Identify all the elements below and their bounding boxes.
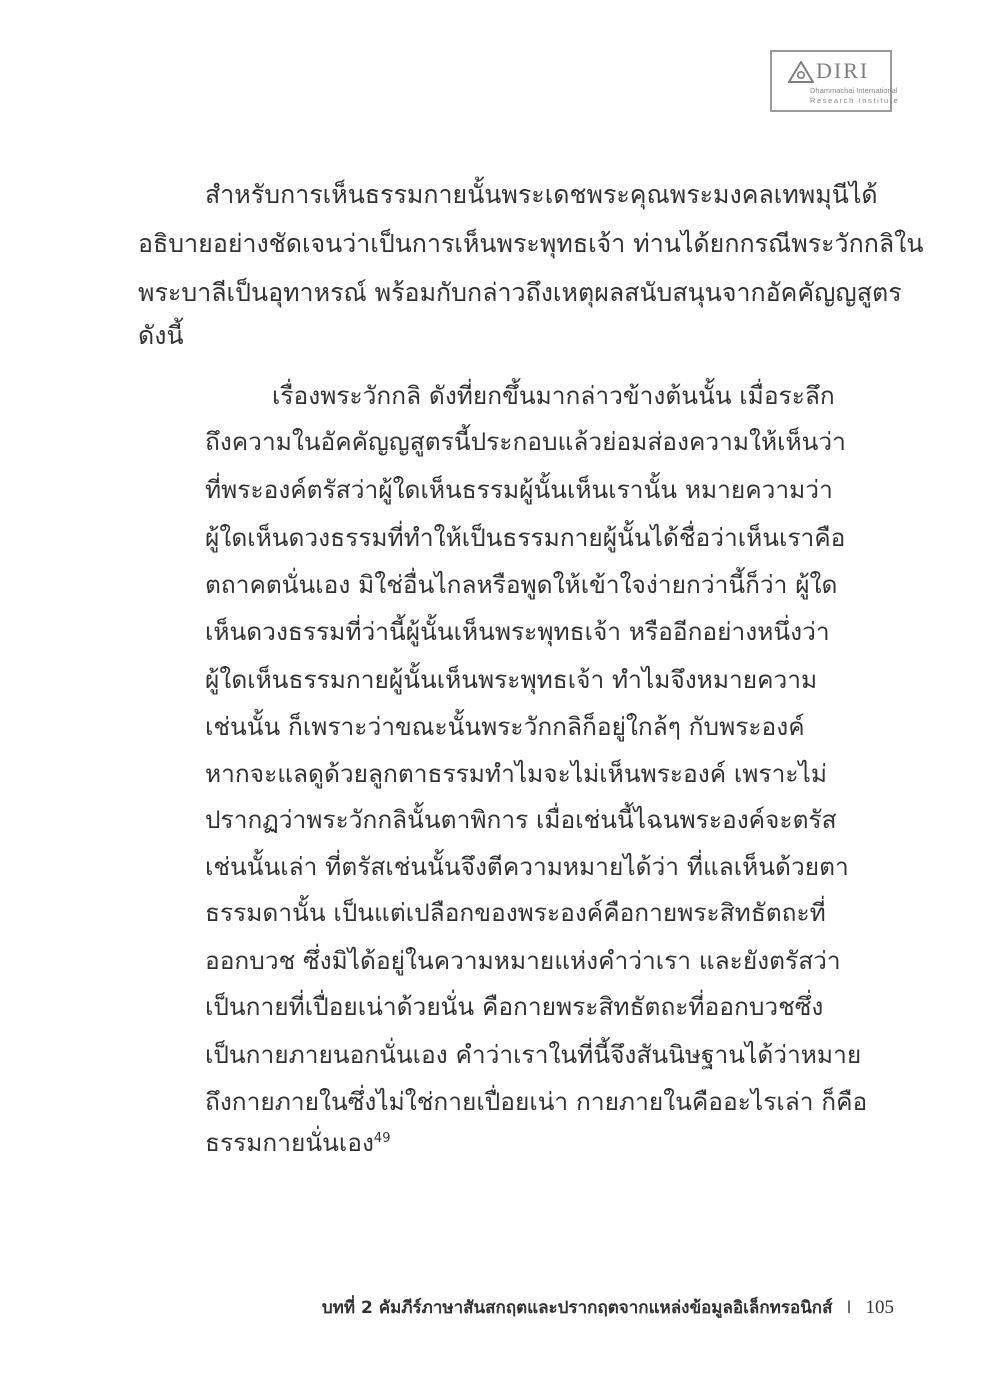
logo-triangle-icon	[788, 61, 814, 83]
logo-brand-text: DIRI	[816, 58, 870, 83]
quote-line: เช่นนั้นเล่า ที่ตรัสเช่นนั้นจึงตีความหมายได้ว่า ที่แลเห็นด้วยตา	[205, 852, 849, 881]
paragraph-line: สำหรับการเห็นธรรมกายนั้นพระเดชพระคุณพระมงคลเทพมุนีได้	[205, 180, 878, 209]
logo-subtitle-line2: Research Institute	[810, 96, 900, 105]
quote-line: เห็นดวงธรรมที่ว่านี้ผู้นั้นเห็นพระพุทธเจ้า หรืออีกอย่างหนึ่งว่า	[205, 617, 830, 646]
quote-line: ธรรมดานั้น เป็นแต่เปลือกของพระองค์คือกายพระสิทธัตถะที่	[205, 898, 826, 927]
logo-subtitle-line1: Dhammachai International	[810, 86, 898, 95]
quote-line: ผู้ใดเห็นดวงธรรมที่ทำให้เป็นธรรมกายผู้นั้นได้ชื่อว่าเห็นเราคือ	[205, 523, 846, 552]
quote-line: เรื่องพระวักกลิ ดังที่ยกขึ้นมากล่าวข้างต้นนั้น เมื่อระลึก	[272, 381, 835, 410]
paragraph-line: พระบาลีเป็นอุทาหรณ์ พร้อมกับกล่าวถึงเหตุผลสนับสนุนจากอัคคัญญสูตร	[138, 278, 902, 307]
quote-line: เป็นกายที่เปื่อยเน่าด้วยนั่น คือกายพระสิทธัตถะที่ออกบวชซึ่ง	[205, 992, 824, 1021]
quote-line: หากจะแลดูด้วยลูกตาธรรมทำไมจะไม่เห็นพระองค์ เพราะไม่	[205, 759, 827, 788]
page-number: 105	[865, 1297, 894, 1318]
quote-last-line	[205, 1125, 390, 1161]
quote-line: ตถาคตนั่นเอง มิใช่อื่นไกลหรือพูดให้เข้าใจง่ายกว่านี้ก็ว่า ผู้ใด	[205, 570, 838, 599]
paragraph-line: อธิบายอย่างชัดเจนว่าเป็นการเห็นพระพุทธเจ้า ท่านได้ยกกรณีพระวักกลิใน	[138, 229, 924, 258]
quote-line: ที่พระองค์ตรัสว่าผู้ใดเห็นธรรมผู้นั้นเห็นเรานั้น หมายความว่า	[205, 475, 833, 504]
quote-line: ถึงความในอัคคัญญสูตรนี้ประกอบแล้วย่อมส่องความให้เห็นว่า	[205, 427, 846, 456]
footnote-reference[interactable]: 49	[373, 1130, 391, 1146]
quote-line: ปรากฏว่าพระวักกลินั้นตาพิการ เมื่อเช่นนี้ไฉนพระองค์จะตรัส	[205, 805, 837, 834]
quote-line: ธรรมกายนั่นเอง	[205, 1128, 374, 1157]
quote-line: ถึงกายภายในซึ่งไม่ใช่กายเปื่อยเน่า กายภายในคืออะไรเล่า ก็คือ	[205, 1087, 868, 1116]
quote-line: ออกบวช ซึ่งมิได้อยู่ในความหมายแห่งคำว่าเรา และยังตรัสว่า	[205, 946, 841, 975]
page-footer	[322, 1296, 894, 1320]
quote-line: เช่นนั้น ก็เพราะว่าขณะนั้นพระวักกลิก็อยู่ใกล้ๆ กับพระองค์	[205, 712, 805, 741]
paragraph-line: ดังนี้	[138, 321, 184, 350]
footer-separator: I	[846, 1298, 852, 1318]
quote-line: ผู้ใดเห็นธรรมกายผู้นั้นเห็นพระพุทธเจ้า ทำไมจึงหมายความ	[205, 665, 818, 694]
running-chapter-title: บทที่ 2 คัมภีร์ภาษาสันสกฤตและปรากฤตจากแหล่งข้อมูลอิเล็กทรอนิกส์	[321, 1298, 833, 1318]
institute-logo	[770, 50, 900, 112]
quote-line: เป็นกายภายนอกนั่นเอง คำว่าเราในที่นี้จึงสันนิษฐานได้ว่าหมาย	[205, 1040, 862, 1069]
